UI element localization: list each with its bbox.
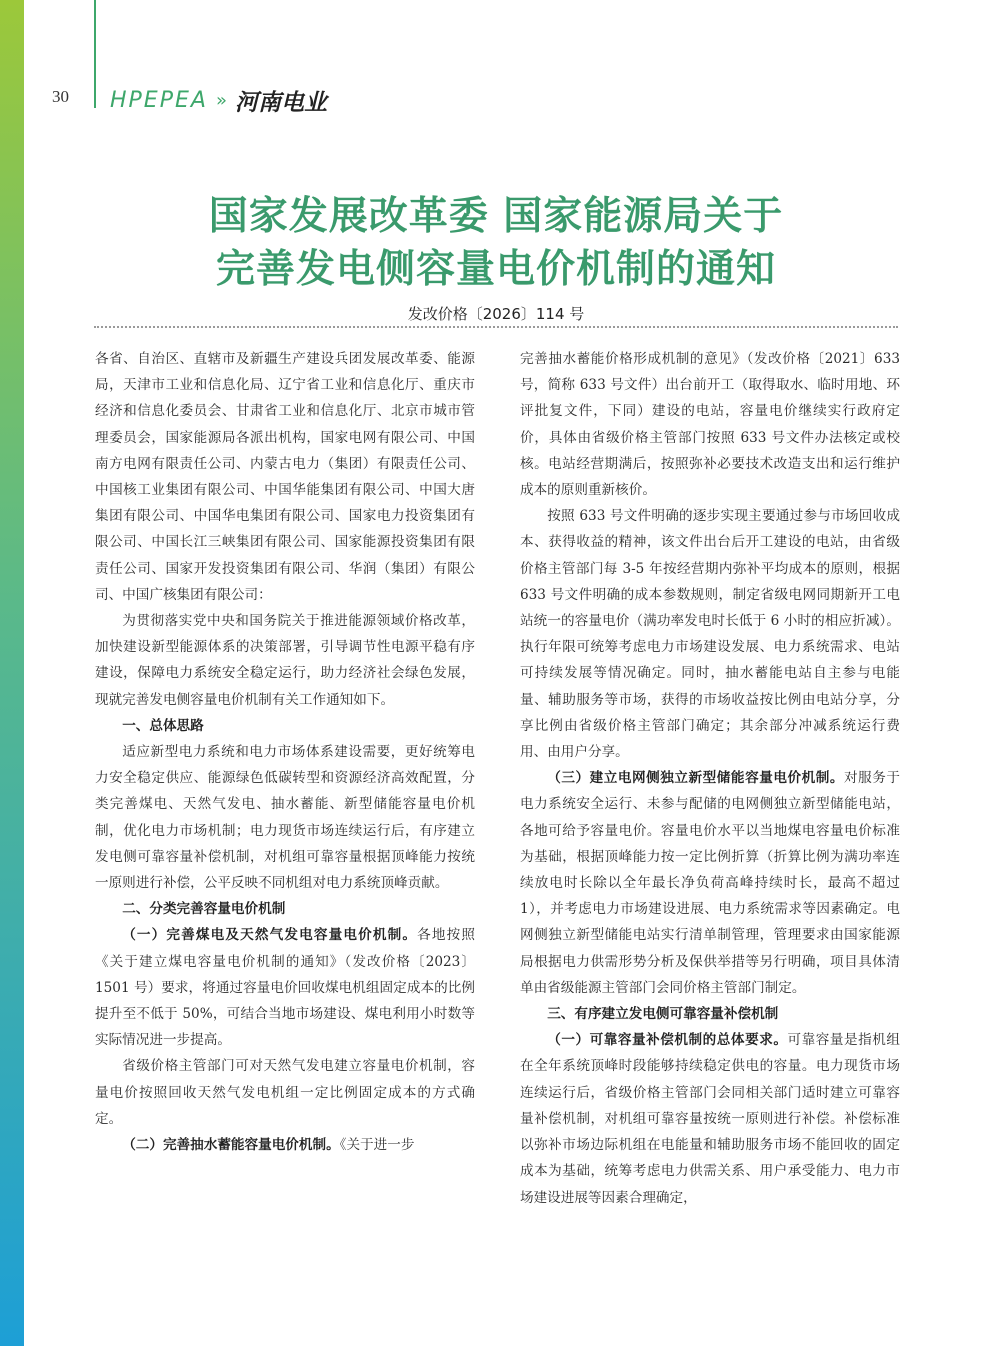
sub3-lead: （三）建立电网侧独立新型储能容量电价机制。 (547, 770, 845, 787)
brand-chinese-logo: 河南电业 (234, 89, 327, 116)
sub3-paragraph (520, 765, 900, 1001)
left-column (95, 346, 475, 1158)
section3-heading: 三、有序建立发电侧可靠容量补偿机制 (547, 1006, 779, 1023)
sub2-body: 《关于进一步 (339, 1137, 415, 1154)
sub2-paragraph (95, 1132, 475, 1158)
sub4-paragraph (520, 1027, 900, 1210)
page-number: 30 (52, 87, 69, 106)
section1-body: 适应新型电力系统和电力市场体系建设需要，更好统筹电力安全稳定供应、能源绿色低碳转型和资源经济高效配置，分类完善煤电、天然气发电、抽水蓄能、新型储能容量电价机制，优化电力市场机制；电力现货市场连续运行后，有序建立发电侧可靠容量补偿机制，对机组可靠容量根据顶峰能力按统一原则进行补偿，公平反映不同机组对电力系统顶峰贡献。 (95, 744, 475, 892)
document-number: 发改价格〔2026〕114 号 (407, 305, 585, 323)
sub1-paragraph (95, 922, 475, 1053)
sub2-paragraph2: 按照 633 号文件明确的逐步实现主要通过参与市场回收成本、获得收益的精神，该文件出台后开工建设的电站，由省级价格主管部门每 3-5 年按经营期内弥补平均成本的原则，根据 633 号文件明确的成本参数规则，制定省级电网同期新开工电站统一的容量电价（满功率发电时长低于 6 小时的相应折减）。执行年限可统筹考虑电力市场建设发展、电力系统需求、电站可持续发展等情况确定。同时，抽水蓄能电站自主参与电能量、辅助服务等市场，获得的市场收益按比例由电站分享，分享比例由省级价格主管部门确定；其余部分冲减系统运行费用、由用户分享。 (520, 508, 900, 761)
header-divider-line (94, 0, 96, 108)
intro-paragraph: 为贯彻落实党中央和国务院关于推进能源领域价格改革，加快建设新型能源体系的决策部署，引导调节性电源平稳有序建设，保障电力系统安全稳定运行，助力经济社会绿色发展，现就完善发电侧容量电价机制有关工作通知如下。 (95, 613, 475, 708)
sub1-body: 各地按照《关于建立煤电容量电价机制的通知》（发改价格〔2023〕1501 号）要求，将通过容量电价回收煤电机组固定成本的比例提升至不低于 50%，可结合当地市场建设、煤电利用小时数等实际情况进一步提高。 (95, 927, 476, 1049)
sub2-lead: （二）完善抽水蓄能容量电价机制。 (122, 1137, 340, 1154)
magazine-brand (110, 84, 327, 117)
right-column (520, 346, 900, 1211)
sub1-body2: 省级价格主管部门可对天然气发电建立容量电价机制，容量电价按照回收天然气发电机组一定比例固定成本的方式确定。 (95, 1058, 475, 1127)
sub4-lead: （一）可靠容量补偿机制的总体要求。 (547, 1032, 788, 1049)
sub1-lead: （一）完善煤电及天然气发电容量电价机制。 (122, 927, 418, 944)
sub4-body: 可靠容量是指机组在全年系统顶峰时段能够持续稳定供电的容量。电力现货市场连续运行后，省级价格主管部门会同相关部门适时建立可靠容量补偿机制，对机组可靠容量按统一原则进行补偿。补偿标准以弥补市场边际机组在电能量和辅助服务市场不能回收的固定成本为基础，统筹考虑电力供需关系、用户承受能力、电力市场建设进展等因素合理确定， (520, 1032, 901, 1206)
sub2-continuation: 完善抽水蓄能价格形成机制的意见》（发改价格〔2021〕633 号，简称 633 号文件）出台前开工（取得取水、临时用地、环评批复文件，下同）建设的电站，容量电价继续实行政府定价，具体由省级价格主管部门按照 633 号文件办法核定或校核。电站经营期满后，按照弥补必要技术改造支出和运行维护成本的原则重新核价。 (520, 351, 900, 499)
article-title-line2: 完善发电侧容量电价机制的通知 (215, 247, 776, 292)
article-title-line1: 国家发展改革委 国家能源局关于 (208, 194, 784, 239)
double-chevron-icon: » (215, 90, 227, 111)
dotted-divider (94, 326, 898, 328)
sub3-body: 对服务于电力系统安全运行、未参与配储的电网侧独立新型储能电站，各地可给予容量电价。容量电价水平以当地煤电容量电价标准为基础，根据顶峰能力按一定比例折算（折算比例为满功率连续放电时长除以全年最长净负荷高峰持续时长，最高不超过 1），并考虑电力市场建设进展、电力系统需求等因素确定。电网侧独立新型储能电站实行清单制管理，管理要求由国家能源局根据电力供需形势分析及保供举措等另行明确，项目具体清单由省级能源主管部门会同价格主管部门制定。 (520, 770, 901, 996)
brand-english-logo: HPEPEA (110, 88, 208, 113)
section2-heading: 二、分类完善容量电价机制 (122, 901, 286, 918)
section1-heading: 一、总体思路 (122, 717, 204, 734)
addressees-paragraph: 各省、自治区、直辖市及新疆生产建设兵团发展改革委、能源局，天津市工业和信息化局、辽宁省工业和信息化厅、重庆市经济和信息化委员会、甘肃省工业和信息化厅、北京市城市管理委员会，国家能源局各派出机构，国家电网有限公司、中国南方电网有限责任公司、内蒙古电力（集团）有限责任公司、中国核工业集团有限公司、中国华能集团有限公司、中国大唐集团有限公司、中国华电集团有限公司、国家电力投资集团有限公司、中国长江三峡集团有限公司、国家能源投资集团有限责任公司、国家开发投资集团有限公司、华润（集团）有限公司、中国广核集团有限公司： (95, 351, 475, 603)
